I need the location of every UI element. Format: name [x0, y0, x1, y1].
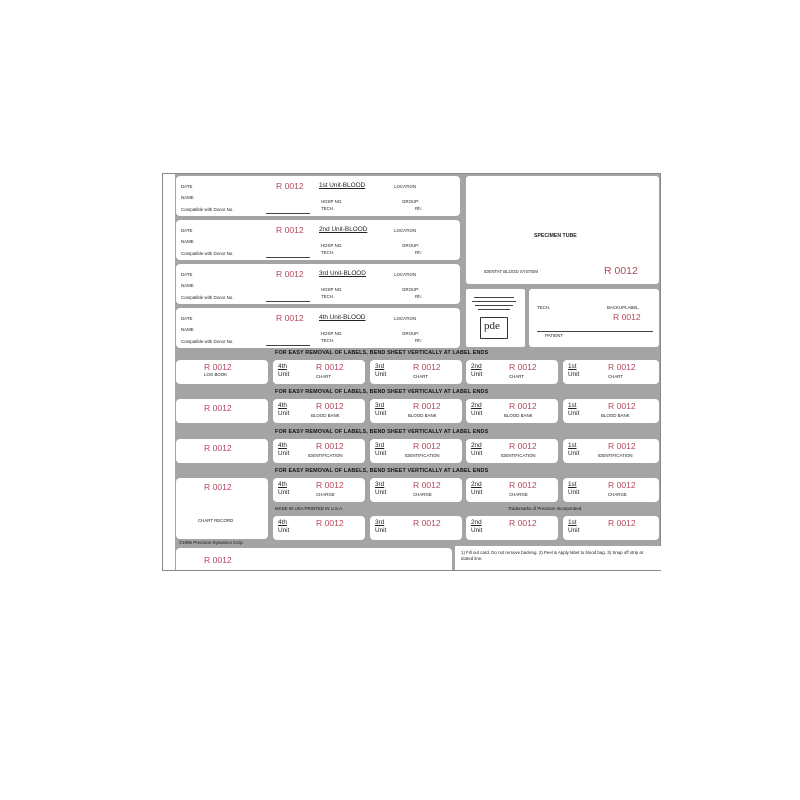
pdc-logo-text: pde	[484, 320, 500, 332]
compatible-field: Compatible with Donor No.	[181, 207, 234, 212]
unit-serial: R 0012	[509, 480, 537, 490]
unit-serial: R 0012	[608, 401, 636, 411]
compatible-underline	[266, 257, 310, 258]
unit-word: Unit	[568, 527, 580, 534]
label-type: IDENTIFICATION	[501, 453, 536, 458]
unit-word: Unit	[278, 450, 290, 457]
unit-serial: R 0012	[413, 441, 441, 451]
label-type: IDENTIFICATION	[308, 453, 343, 458]
row3-unit4-label	[273, 439, 365, 463]
rh-field: Rh:	[415, 338, 422, 343]
unit-label-3	[176, 264, 460, 304]
unit-word: Unit	[375, 489, 387, 496]
row1-unit3-label	[370, 360, 462, 384]
unit-ordinal: 2nd	[471, 442, 482, 449]
date-field: DATE	[181, 316, 193, 321]
unit-word: Unit	[375, 450, 387, 457]
patient-line	[537, 331, 653, 332]
unit-ordinal: 2nd	[471, 402, 482, 409]
bottom-serial-strip	[176, 548, 452, 570]
unit-word: Unit	[568, 410, 580, 417]
unit-serial: R 0012	[608, 518, 636, 528]
group-field: GROUP:	[402, 243, 420, 248]
unit-word: Unit	[375, 527, 387, 534]
row3-unit2-label	[466, 439, 558, 463]
log-book-text: LOG BOOK	[204, 372, 228, 377]
hosp-no-field: HOSP NO.	[321, 243, 343, 248]
tech-field: TECH.	[321, 294, 335, 299]
name-field: NAME	[181, 327, 194, 332]
compatible-underline	[266, 301, 310, 302]
unit-ordinal: 3rd	[375, 402, 385, 409]
group-field: GROUP:	[402, 287, 420, 292]
unit-ordinal: 4th	[278, 442, 287, 449]
trademark-text: Trademarks of Precision Incorporated	[508, 506, 582, 511]
blood-system-text: IDENTAT BLOOD SYSTEM	[484, 269, 538, 274]
name-field: NAME	[181, 239, 194, 244]
row5-unit4-label	[273, 516, 365, 540]
unit-word: Unit	[568, 450, 580, 457]
unit-ordinal: 3rd	[375, 363, 385, 370]
label-type: CHART	[413, 374, 429, 379]
hosp-no-field: HOSP NO.	[321, 287, 343, 292]
row4-unit3-label	[370, 478, 462, 502]
label-type: CHART	[509, 374, 525, 379]
location-field: LOCATION	[394, 184, 417, 189]
instructions-text: 1) Fill out card. Do not remove backing. 2) Peel & Apply label to blood bag. 3) Snap off strip at dotted line.	[461, 550, 643, 561]
instructions-panel	[455, 546, 661, 570]
unit-ordinal: 1st	[568, 363, 577, 370]
backup-serial: R 0012	[613, 312, 641, 322]
row2-unit4-label	[273, 399, 365, 423]
sheet-margin-strip	[163, 174, 175, 570]
unit-word: Unit	[278, 410, 290, 417]
compatible-underline	[266, 213, 310, 214]
unit-serial: R 0012	[509, 401, 537, 411]
row4-chart-record-label	[176, 478, 268, 539]
unit-ordinal: 2nd	[471, 519, 482, 526]
backup-label	[529, 289, 659, 347]
unit-serial: R 0012	[316, 401, 344, 411]
unit-ordinal: 1st	[568, 402, 577, 409]
backup-label-text: BACKUPLABEL	[607, 305, 639, 310]
unit-number: 4th Unit-BLOOD	[319, 314, 366, 321]
row5-unit1-label	[563, 516, 659, 540]
row5-unit2-label	[466, 516, 558, 540]
row5-unit3-label	[370, 516, 462, 540]
tech-field: TECH.	[537, 305, 551, 310]
tech-field: TECH.	[321, 250, 335, 255]
logo-text-line	[474, 297, 514, 298]
rh-field: Rh:	[415, 294, 422, 299]
row2-unit1-label	[563, 399, 659, 423]
location-field: LOCATION	[394, 272, 417, 277]
bottom-serial: R 0012	[204, 555, 232, 565]
unit-ordinal: 3rd	[375, 519, 385, 526]
row1-unit4-label	[273, 360, 365, 384]
left-serial: R 0012	[204, 403, 232, 413]
unit-ordinal: 4th	[278, 363, 287, 370]
unit-word: Unit	[278, 371, 290, 378]
unit-serial: R 0012	[413, 480, 441, 490]
unit-serial: R 0012	[316, 441, 344, 451]
serial-number: R 0012	[276, 181, 304, 191]
compatible-underline	[266, 345, 310, 346]
chart-record-text: CHART RECORD	[198, 518, 234, 523]
unit-serial: R 0012	[608, 441, 636, 451]
unit-word: Unit	[471, 450, 483, 457]
tech-field: TECH.	[321, 206, 335, 211]
label-type: CHARGE	[608, 492, 627, 497]
logo-text-line	[475, 305, 513, 306]
unit-ordinal: 2nd	[471, 363, 482, 370]
copyright-text: ©1996 Precision Dynamics Corp.	[179, 540, 244, 545]
logo-text-line	[472, 301, 516, 302]
unit-word: Unit	[278, 489, 290, 496]
unit-number: 1st Unit-BLOOD	[319, 182, 366, 189]
unit-serial: R 0012	[316, 362, 344, 372]
date-field: DATE	[181, 184, 193, 189]
left-serial: R 0012	[204, 482, 232, 492]
label-type: BLOOD BANK	[601, 413, 630, 418]
row1-left-label	[176, 360, 268, 384]
serial-number: R 0012	[276, 269, 304, 279]
unit-word: Unit	[471, 489, 483, 496]
label-type: BLOOD BANK	[311, 413, 340, 418]
compatible-field: Compatible with Donor No.	[181, 339, 234, 344]
label-type: IDENTIFICATION	[598, 453, 633, 458]
unit-word: Unit	[278, 527, 290, 534]
row2-left-label	[176, 399, 268, 423]
unit-serial: R 0012	[413, 362, 441, 372]
date-field: DATE	[181, 228, 193, 233]
unit-ordinal: 4th	[278, 402, 287, 409]
tech-field: TECH.	[321, 338, 335, 343]
location-field: LOCATION	[394, 316, 417, 321]
left-serial: R 0012	[204, 362, 232, 372]
row3-unit1-label	[563, 439, 659, 463]
unit-serial: R 0012	[316, 518, 344, 528]
pdc-logo	[480, 317, 508, 339]
specimen-serial: R 0012	[604, 265, 638, 277]
row1-unit2-label	[466, 360, 558, 384]
serial-number: R 0012	[276, 225, 304, 235]
unit-ordinal: 3rd	[375, 442, 385, 449]
label-type: IDENTIFICATION	[405, 453, 440, 458]
unit-word: Unit	[375, 410, 387, 417]
unit-serial: R 0012	[413, 518, 441, 528]
rh-field: Rh:	[415, 206, 422, 211]
specimen-tube-label	[466, 176, 659, 284]
label-type: CHARGE	[413, 492, 432, 497]
label-type: CHARGE	[316, 492, 335, 497]
compatible-field: Compatible with Donor No.	[181, 295, 234, 300]
row3-left-label	[176, 439, 268, 463]
row2-unit3-label	[370, 399, 462, 423]
unit-label-4	[176, 308, 460, 348]
row3-unit3-label	[370, 439, 462, 463]
label-type: BLOOD BANK	[408, 413, 437, 418]
left-serial: R 0012	[204, 443, 232, 453]
unit-ordinal: 4th	[278, 481, 287, 488]
removal-instruction-banner: FOR EASY REMOVAL OF LABELS, BEND SHEET VERTICALLY AT LABEL ENDS	[275, 429, 489, 435]
location-field: LOCATION	[394, 228, 417, 233]
name-field: NAME	[181, 283, 194, 288]
unit-label-1	[176, 176, 460, 216]
unit-ordinal: 4th	[278, 519, 287, 526]
unit-label-2	[176, 220, 460, 260]
unit-ordinal: 3rd	[375, 481, 385, 488]
unit-number: 2nd Unit-BLOOD	[319, 226, 368, 233]
unit-serial: R 0012	[608, 362, 636, 372]
label-type: CHARGE	[509, 492, 528, 497]
unit-number: 3rd Unit-BLOOD	[319, 270, 366, 277]
removal-instruction-banner: FOR EASY REMOVAL OF LABELS, BEND SHEET VERTICALLY AT LABEL ENDS	[275, 468, 489, 474]
unit-word: Unit	[568, 371, 580, 378]
unit-ordinal: 1st	[568, 481, 577, 488]
row4-unit1-label	[563, 478, 659, 502]
unit-serial: R 0012	[316, 480, 344, 490]
unit-ordinal: 2nd	[471, 481, 482, 488]
unit-ordinal: 1st	[568, 442, 577, 449]
row1-unit1-label	[563, 360, 659, 384]
specimen-title: SPECIMEN TUBE	[534, 233, 577, 239]
group-field: GROUP:	[402, 331, 420, 336]
unit-serial: R 0012	[509, 362, 537, 372]
date-field: DATE	[181, 272, 193, 277]
rh-field: Rh:	[415, 250, 422, 255]
unit-word: Unit	[375, 371, 387, 378]
row4-unit4-label	[273, 478, 365, 502]
hosp-no-field: HOSP NO.	[321, 331, 343, 336]
removal-instruction-banner: FOR EASY REMOVAL OF LABELS, BEND SHEET VERTICALLY AT LABEL ENDS	[275, 350, 489, 356]
blood-id-label-sheet	[162, 173, 661, 571]
unit-serial: R 0012	[509, 518, 537, 528]
serial-number: R 0012	[276, 313, 304, 323]
group-field: GROUP:	[402, 199, 420, 204]
row2-unit2-label	[466, 399, 558, 423]
hosp-no-field: HOSP NO.	[321, 199, 343, 204]
unit-word: Unit	[471, 527, 483, 534]
logo-text-line	[478, 309, 510, 310]
made-in-usa-text: MADE IN USA PRINTED IN U.S.A.	[275, 506, 344, 511]
manufacturer-logo-block	[466, 289, 525, 347]
row4-unit2-label	[466, 478, 558, 502]
unit-ordinal: 1st	[568, 519, 577, 526]
name-field: NAME	[181, 195, 194, 200]
unit-serial: R 0012	[509, 441, 537, 451]
unit-serial: R 0012	[413, 401, 441, 411]
label-type: CHART	[608, 374, 624, 379]
compatible-field: Compatible with Donor No.	[181, 251, 234, 256]
unit-word: Unit	[568, 489, 580, 496]
patient-field: PATIENT	[545, 333, 563, 338]
label-type: CHART	[316, 374, 332, 379]
unit-serial: R 0012	[608, 480, 636, 490]
unit-word: Unit	[471, 410, 483, 417]
label-type: BLOOD BANK	[504, 413, 533, 418]
unit-word: Unit	[471, 371, 483, 378]
removal-instruction-banner: FOR EASY REMOVAL OF LABELS, BEND SHEET VERTICALLY AT LABEL ENDS	[275, 389, 489, 395]
